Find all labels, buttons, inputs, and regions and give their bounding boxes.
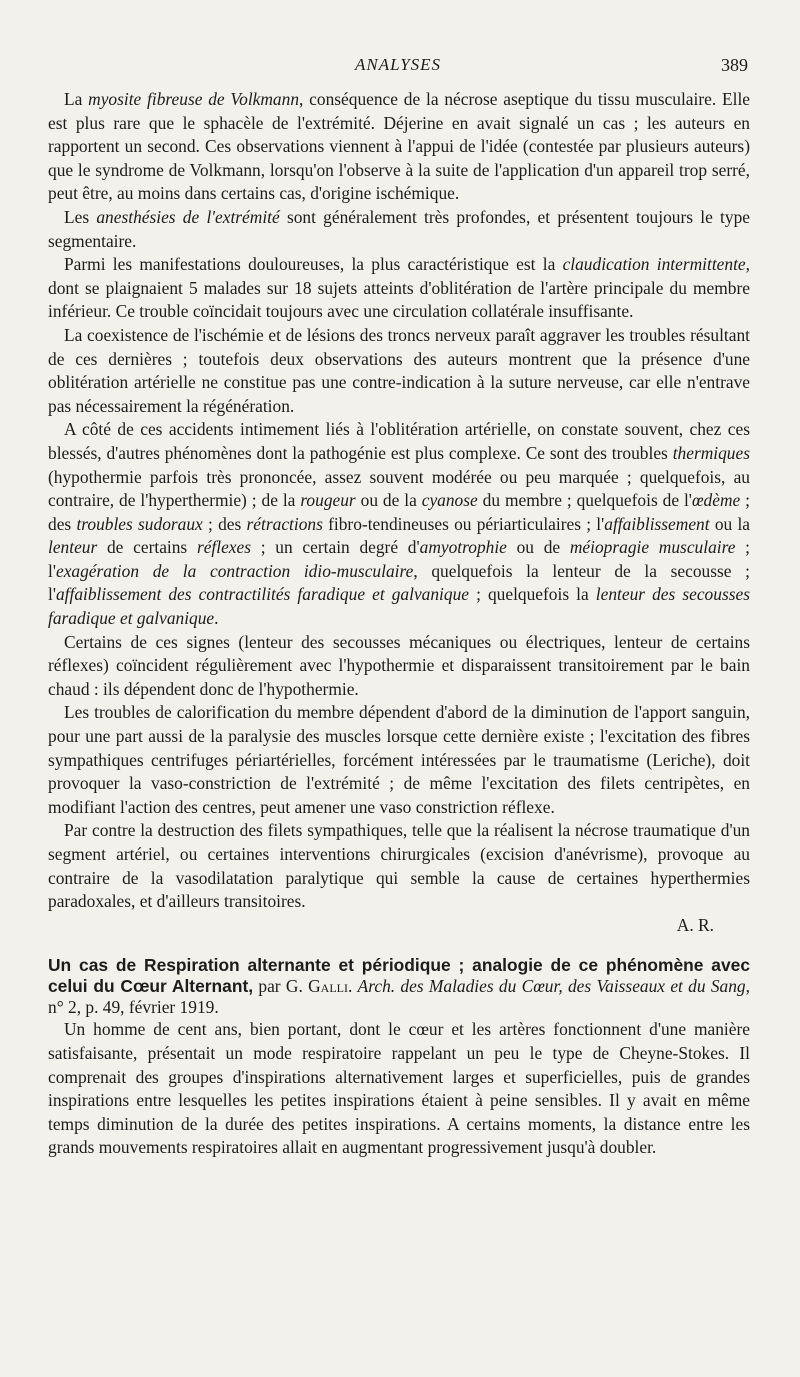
text-run: Parmi les manifestations douloureuses, la plus caractéristique est la: [64, 254, 563, 275]
text-run: ; un certain degré d': [251, 537, 420, 558]
text-run: , dont se plaignaient 5 malades sur 18 sujets atteints d'oblitération de l'artère principale du membre inférieur. Ce trouble coïncidait toujours avec une circulation collatérale insuffisante.: [48, 254, 750, 322]
paragraph: [48, 819, 750, 913]
italic-term: anesthésies de l'extrémité: [96, 206, 280, 227]
paragraph: [48, 631, 750, 702]
article-by: par G.: [253, 976, 309, 997]
italic-term: claudication intermittente: [562, 254, 746, 275]
italic-term: lenteur des secousses faradique et galvanique: [48, 584, 750, 629]
italic-term: thermiques: [672, 442, 750, 463]
text-run: .: [214, 608, 219, 629]
italic-term: cyanose: [421, 490, 478, 511]
text-run: Les troubles de calorification du membre dépendent d'abord de la diminution de l'apport sanguin, pour une part aussi de la paralysie des muscles lorsque cette dernière existe ; l'excitation des fibres sympathiques centrifuges périartérielles, forcément intéressées par le traumatisme (Leriche), doit provoquer la vaso-constriction de l'extrémité ; de même l'excitation des filets centripètes, en modifiant l'action des centres, peut amener une vaso constriction réflexe.: [48, 702, 750, 817]
italic-term: méiopragie musculaire: [569, 537, 736, 558]
paragraph: [48, 206, 750, 253]
paragraph: [48, 701, 750, 819]
text-run: ou de la: [355, 490, 422, 511]
text-run: ; des: [202, 513, 247, 534]
article-author-sep: .: [347, 976, 358, 997]
text-run: Certains de ces signes (lenteur des secousses mécaniques ou électriques, lenteur de certains réflexes) coïncident régulièrement avec l'hypothermie et disparaissent transitoirement par le bain chaud : ils dépendent donc de l'hypothermie.: [48, 631, 750, 699]
text-run: Les: [64, 206, 97, 227]
text-run: Par contre la destruction des filets sympathiques, telle que la réalisent la nécrose traumatique d'un segment artériel, ou certaines interventions chirurgicales (excision d'anévrisme), provoque au contraire de la vasodilatation paralytique qui semble la cause de certaines hyperthermies paradoxales, et d'ailleurs transitoires.: [48, 820, 750, 912]
text-run: ; quelquefois la: [469, 584, 596, 605]
paragraph: [48, 324, 750, 418]
text-run: La coexistence de l'ischémie et de lésions des troncs nerveux paraît aggraver les troubles résultant de ces dernières ; toutefois deux observations des auteurs montrent que la présence d'une oblitération artérielle ne constitue pas une contre-indication à la suture nerveuse, car elle n'entrave pas nécessairement la régénération.: [48, 324, 750, 416]
italic-term: lenteur: [48, 537, 98, 558]
article-reference: , n° 2, p. 49, février 1919.: [48, 976, 750, 1018]
text-run: ; des: [48, 490, 750, 534]
article-heading: [48, 955, 750, 1018]
italic-term: affaiblissement des contractilités faradique et galvanique: [55, 584, 469, 605]
italic-term: réflexes: [196, 537, 252, 558]
italic-term: œdème: [691, 490, 741, 511]
body-text: [48, 88, 750, 1160]
article-title: Un cas de Respiration alternante et périodique ; analogie de ce phénomène avec celui du Cœur Alternant,: [48, 955, 750, 997]
italic-term: rougeur: [300, 490, 356, 511]
running-title: ANALYSES: [354, 55, 442, 74]
text-run: du membre ; quelquefois de l': [477, 490, 692, 511]
text-run: (hypothermie parfois très prononcée, assez souvent modérée ou peu marquée ; quelquefois, au contraire, de l'hyperthermie) ; de la: [48, 466, 750, 511]
text-run: A côté de ces accidents intimement liés à l'oblitération artérielle, on constate souvent, chez ces blessés, d'autres phénomènes dont la pathogénie est plus complexe. Ce sont des troubles: [48, 419, 750, 463]
article-body: Un homme de cent ans, bien portant, dont le cœur et les artères fonctionnent d'une manière satisfaisante, présentait un mode respiratoire rappelant un peu le type de Cheyne-Stokes. Il comprenait des groupes d'inspirations alternativement larges et superficielles, puis de grandes inspirations entre lesquelles les petites inspirations étaient à peine sensibles. Il y avait en même temps diminution de la durée des petites inspirations. A certains moments, la distance entre les grands mouvements respiratoires allait en augmentant progressivement jusqu'à doubler.: [48, 1019, 750, 1158]
text-run: La: [64, 89, 89, 109]
text-run: , quelquefois la lenteur de la secousse ; l': [48, 560, 750, 605]
italic-term: affaiblissement: [604, 513, 710, 534]
article-author: Galli: [308, 976, 348, 997]
paragraph-list: [48, 88, 750, 914]
italic-term: rétractions: [246, 513, 323, 534]
text-run: ou de: [506, 537, 570, 558]
text-run: fibro-tendineuses ou périarticulaires ; l': [322, 513, 605, 534]
italic-term: amyotrophie: [419, 537, 507, 558]
italic-term: exagération de la contraction idio-musculaire: [55, 560, 414, 581]
page-number: 389: [721, 55, 748, 75]
paragraph: [48, 253, 750, 324]
text-run: sont généralement très profondes, et présentent toujours le type segmentaire.: [48, 206, 750, 251]
article-journal: Arch. des Maladies du Cœur, des Vaisseaux et du Sang: [357, 976, 746, 997]
paragraph: [48, 418, 750, 630]
text-run: ou la: [709, 513, 751, 534]
signature: A. R.: [676, 914, 714, 935]
page-header: [48, 55, 748, 79]
text-run: de certains: [97, 537, 197, 558]
text-run: , conséquence de la nécrose aseptique du tissu musculaire. Elle est plus rare que le sphacèle de l'extrémité. Déjerine en avait signalé un cas ; les auteurs en rapportent un second. Ces observations viennent à l'appui de l'idée (contestée par plusieurs auteurs) que le syndrome de Volkmann, lorsqu'on l'observe à la suite de l'application d'un appareil trop serré, peut être, au moins dans certains cas, d'origine ischémique.: [48, 89, 750, 204]
italic-term: troubles sudoraux: [76, 513, 203, 534]
paragraph: [48, 88, 750, 206]
text-run: ; l': [48, 537, 751, 581]
italic-term: myosite fibreuse de Volkmann: [88, 89, 300, 109]
